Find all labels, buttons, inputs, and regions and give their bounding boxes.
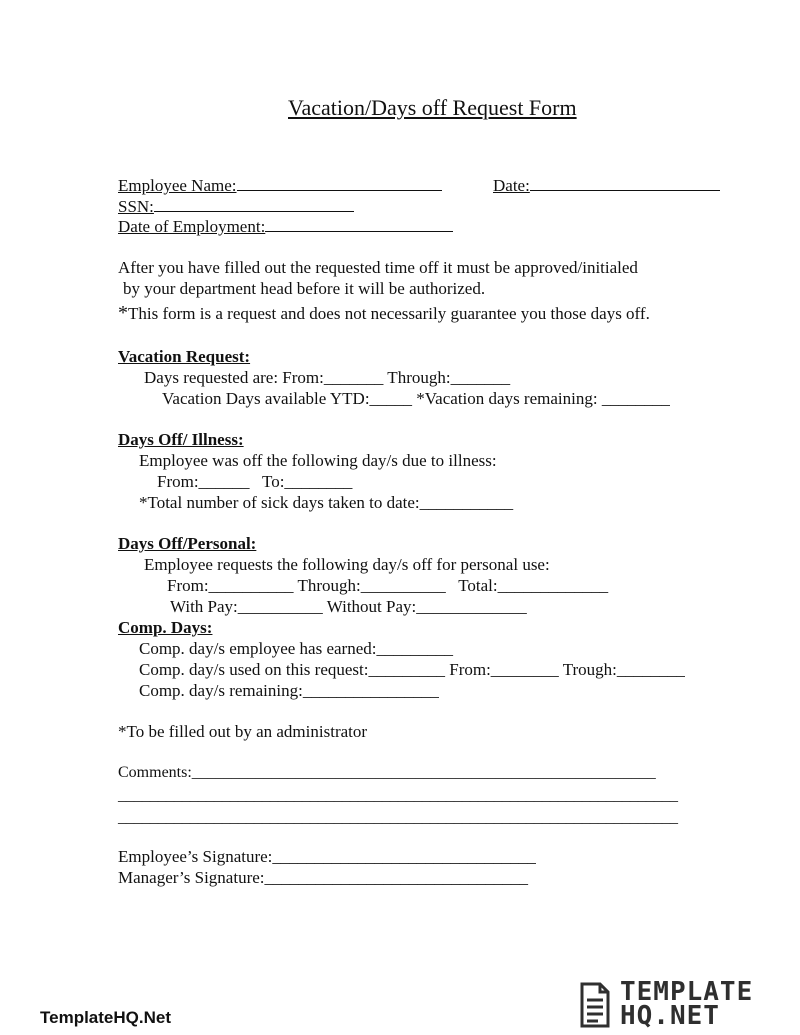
illness-heading: Days Off/ Illness: xyxy=(118,430,244,449)
asterisk-mark: * xyxy=(118,302,128,324)
ssn-label: SSN: xyxy=(118,196,354,217)
notice-line-1: After you have filled out the requested time off it must be approved/initialed xyxy=(118,258,638,277)
document-icon xyxy=(578,982,612,1028)
notice-line-3: *This form is a request and does not necessarily guarantee you those days off. xyxy=(118,302,650,324)
comp-line-1[interactable]: Comp. day/s employee has earned:_________ xyxy=(139,639,453,658)
illness-line-3[interactable]: *Total number of sick days taken to date:___________ xyxy=(139,493,514,512)
comp-line-3[interactable]: Comp. day/s remaining:________________ xyxy=(139,681,439,700)
personal-line-2[interactable]: From:__________ Through:__________ Total:_____________ xyxy=(167,576,609,595)
illness-line-1: Employee was off the following day/s due to illness: xyxy=(139,451,497,470)
comp-heading: Comp. Days: xyxy=(118,618,213,637)
personal-heading: Days Off/Personal: xyxy=(118,534,257,553)
logo-line-1: TEMPLATE xyxy=(620,977,754,1007)
date-line[interactable] xyxy=(530,175,720,191)
personal-line-1: Employee requests the following day/s off for personal use: xyxy=(144,555,550,574)
personal-line-3[interactable]: With Pay:__________ Without Pay:_____________ xyxy=(170,597,527,616)
date-of-employment-label: Date of Employment: xyxy=(118,216,453,237)
logo-line-2: HQ.NET xyxy=(620,1001,720,1031)
comments-line-3[interactable]: ______________________________________________________________________ xyxy=(118,809,678,826)
footer-site-name: TemplateHQ.Net xyxy=(40,1008,171,1027)
vacation-heading: Vacation Request: xyxy=(118,347,251,366)
employee-name-line[interactable] xyxy=(237,175,442,191)
brand-logo xyxy=(578,977,778,1031)
admin-note: *To be filled out by an administrator xyxy=(118,722,368,741)
notice-line-2: by your department head before it will be authorized. xyxy=(123,279,486,298)
employee-signature[interactable]: Employee’s Signature:_______________________________ xyxy=(118,847,536,866)
date-label: Date: xyxy=(493,175,720,196)
comments-line-2[interactable]: ______________________________________________________________________ xyxy=(118,787,678,804)
illness-line-2[interactable]: From:______ To:________ xyxy=(157,472,353,491)
date-of-employment-line[interactable] xyxy=(265,216,453,232)
comp-line-2[interactable]: Comp. day/s used on this request:_________ From:________ Trough:________ xyxy=(139,660,685,679)
vacation-line-2[interactable]: Vacation Days available YTD:_____ *Vacation days remaining: ________ xyxy=(162,389,670,408)
employee-name-label: Employee Name: xyxy=(118,175,468,196)
manager-signature[interactable]: Manager’s Signature:_______________________________ xyxy=(118,868,529,887)
form-title: Vacation/Days off Request Form xyxy=(288,95,577,120)
comments-line-1[interactable]: Comments:__________________________________________________________ xyxy=(118,764,656,781)
vacation-line-1[interactable]: Days requested are: From:_______ Through:_______ xyxy=(144,368,511,387)
ssn-line[interactable] xyxy=(154,196,354,212)
